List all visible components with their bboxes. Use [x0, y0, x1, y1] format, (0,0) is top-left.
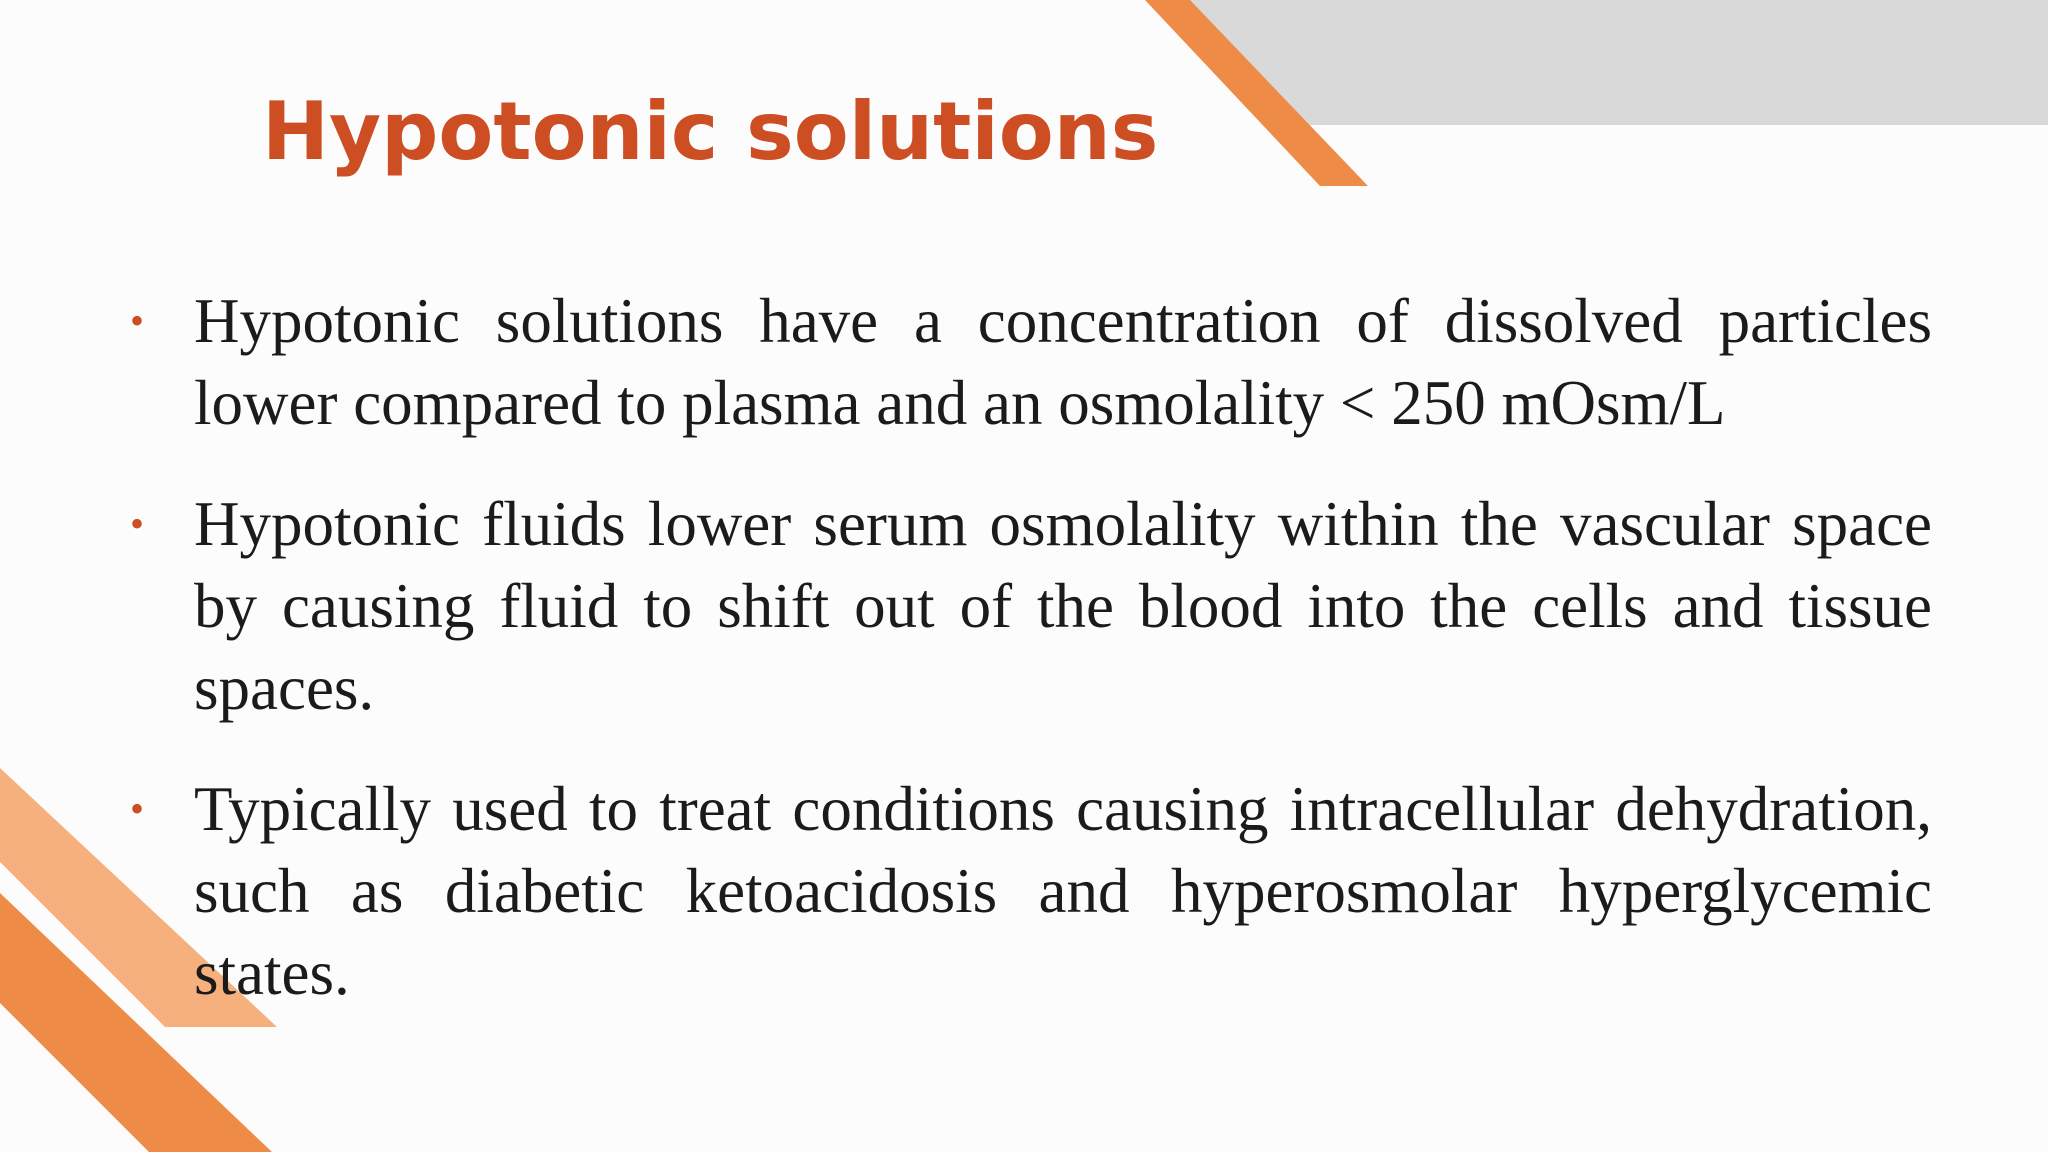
bullet-text: Hypotonic solutions have a concentration of dissolved particles lower compared to plasma and an osmolality < 250 mOsm/L — [194, 286, 1932, 438]
bullet-text: Typically used to treat conditions causing intracellular dehydration, such as diabetic ketoacidosis and hyperosmolar hyperglycemic states. — [194, 774, 1932, 1008]
slide-title: Hypotonic solutions — [262, 85, 1159, 178]
bullet-list — [124, 280, 1932, 1053]
bullet-marker: • — [130, 501, 145, 546]
top-right-gray-bar — [1186, 0, 2048, 125]
bullet-item — [124, 483, 1932, 729]
bullet-item — [124, 280, 1932, 444]
bullet-item — [124, 768, 1932, 1014]
bullet-marker: • — [130, 786, 145, 831]
bullet-text: Hypotonic fluids lower serum osmolality within the vascular space by causing fluid to shift out of the blood into the cells and tissue spaces. — [194, 489, 1932, 723]
bullet-marker: • — [130, 298, 145, 343]
